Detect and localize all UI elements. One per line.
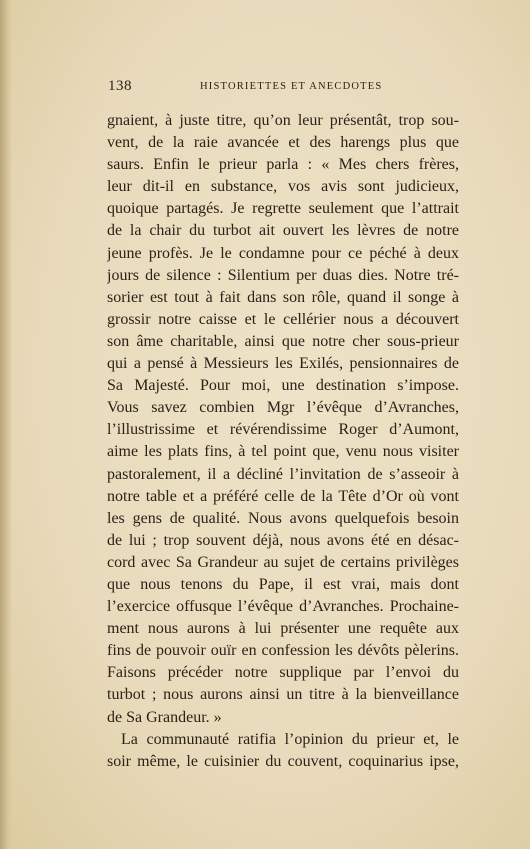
- text-line: fins de pouvoir ouïr en confession les dévôts pèlerins.: [107, 642, 459, 660]
- text-line: les gens de qualité. Nous avons quelquefois besoin: [107, 509, 459, 527]
- text-line: qui a pensé à Messieurs les Exilés, pensionnaires de: [107, 355, 459, 373]
- text-line: saurs. Enfin le prieur parla : « Mes chers frères,: [107, 156, 459, 174]
- text-line: pastoralement, il a décliné l’invitation de s’asseoir à: [107, 465, 459, 483]
- text-line: l’exercice offusque l’évêque d’Avranches. Prochaine-: [107, 598, 459, 616]
- text-line: ment nous aurons à lui présenter une requête aux: [107, 620, 459, 638]
- text-line: leur dit-il en substance, vos avis sont judicieux,: [107, 178, 459, 196]
- body-text: [107, 110, 459, 773]
- page-number: 138: [108, 78, 132, 94]
- text-line: cord avec Sa Grandeur au sujet de certains privilèges: [107, 553, 459, 571]
- text-line: jeune profès. Je le condamne pour ce péché à deux: [107, 244, 459, 262]
- text-line: gnaient, à juste titre, qu’on leur présentât, trop sou-: [107, 112, 459, 129]
- text-line: vent, de la raie avancée et des harengs plus que: [107, 134, 459, 152]
- text-line: aime les plats fins, à tel point que, venu nous visiter: [107, 443, 459, 461]
- text-line: soir même, le cuisinier du couvent, coquinarius ipse,: [107, 752, 459, 770]
- page-gutter-shadow: [0, 0, 12, 849]
- running-title: HISTORIETTES ET ANECDOTES: [200, 81, 383, 92]
- text-line: de Sa Grandeur. »: [107, 708, 222, 726]
- text-line: quoique partagés. Je regrette seulement que l’attrait: [107, 200, 459, 218]
- text-line: grossir notre caisse et le cellérier nous a découvert: [107, 310, 459, 328]
- text-line: Vous savez combien Mgr l’évêque d’Avranches,: [107, 399, 459, 417]
- text-line: notre table et a préféré celle de la Tête d’Or où vont: [107, 487, 459, 505]
- text-line: que nous tenons du Pape, il est vrai, mais dont: [107, 575, 459, 593]
- running-head: [108, 78, 458, 100]
- text-line: de la chair du turbot ait ouvert les lèvres de notre: [107, 222, 459, 240]
- text-line: l’illustrissime et révérendissime Roger d’Aumont,: [107, 421, 459, 439]
- text-line: Faisons précéder notre supplique par l’envoi du: [107, 664, 459, 682]
- text-line: sorier est tout à fait dans son rôle, quand il songe à: [107, 288, 459, 306]
- text-line: son âme charitable, ainsi que notre cher sous-prieur: [107, 332, 459, 350]
- text-line: jours de silence : Silentium per duas dies. Notre tré-: [107, 266, 459, 284]
- text-line: Sa Majesté. Pour moi, une destination s’impose.: [107, 377, 459, 395]
- text-line: de lui ; trop souvent déjà, nous avons été en désac-: [107, 531, 459, 549]
- text-line: turbot ; nous aurons ainsi un titre à la bienveillance: [107, 686, 459, 704]
- text-line: La communauté ratifia l’opinion du prieur et, le: [121, 730, 459, 748]
